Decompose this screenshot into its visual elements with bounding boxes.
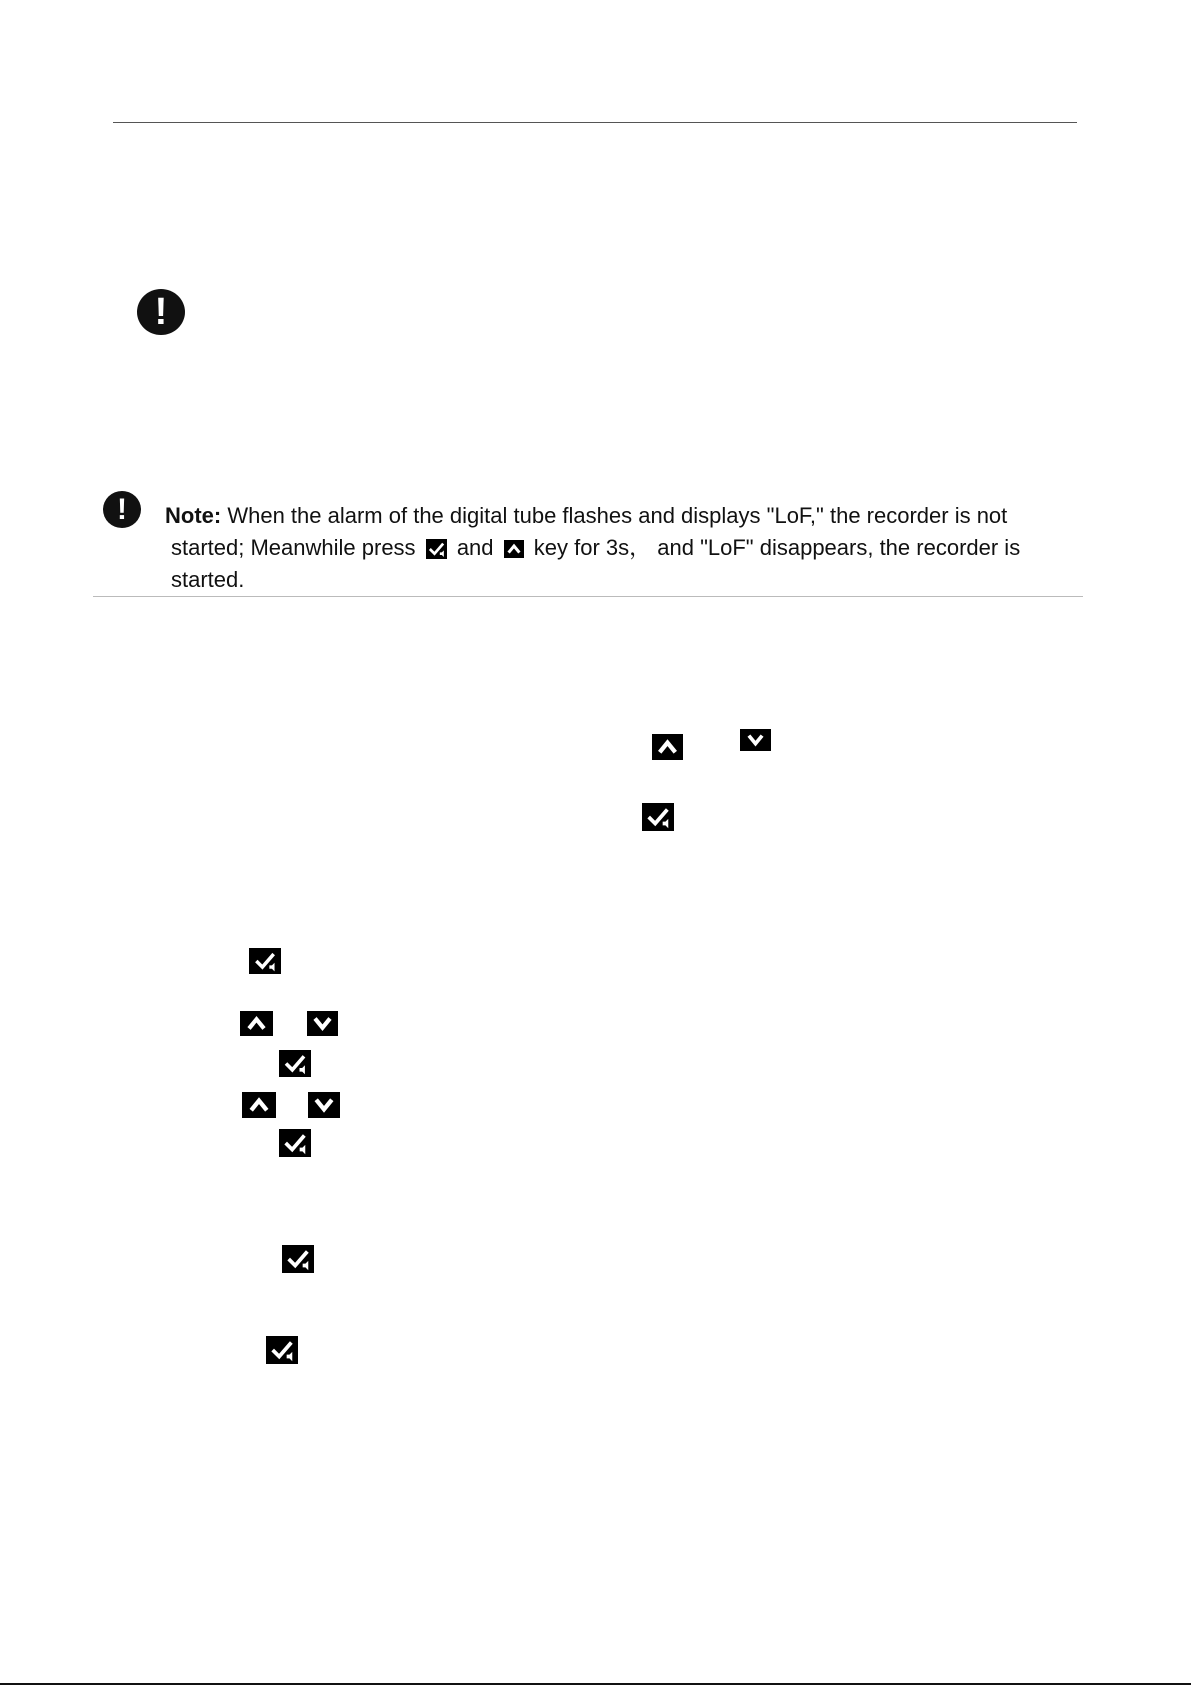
section-divider bbox=[93, 596, 1083, 597]
check-mute-key-icon bbox=[642, 803, 674, 831]
check-mute-key-icon bbox=[426, 539, 447, 559]
up-arrow-key-icon bbox=[652, 734, 683, 760]
note-line-2 bbox=[171, 532, 1081, 564]
note-line-3 bbox=[171, 564, 571, 596]
up-arrow-key-icon bbox=[240, 1011, 273, 1036]
down-arrow-key-icon bbox=[307, 1011, 338, 1036]
exclamation-circle-icon: ! bbox=[103, 491, 141, 528]
check-mute-key-icon bbox=[282, 1245, 314, 1273]
note-label: Note: bbox=[165, 503, 222, 528]
down-arrow-key-icon bbox=[740, 729, 771, 751]
note-text-3: started. bbox=[171, 567, 245, 592]
note-text-2a: started; Meanwhile press bbox=[171, 535, 416, 560]
header-rule bbox=[113, 122, 1077, 123]
down-arrow-key-icon bbox=[308, 1092, 340, 1118]
note-text-2b: and bbox=[456, 535, 494, 560]
check-mute-key-icon bbox=[266, 1336, 298, 1364]
up-arrow-key-icon bbox=[242, 1092, 276, 1118]
check-mute-key-icon bbox=[279, 1050, 311, 1077]
note-line-1 bbox=[165, 500, 1080, 532]
exclamation-circle-icon: ! bbox=[137, 289, 185, 335]
up-arrow-key-icon bbox=[504, 540, 524, 558]
note-text-2c: key for 3s， and "LoF" disappears, the recorder is bbox=[533, 535, 1021, 560]
note-text-1: When the alarm of the digital tube flashes and displays "LoF," the recorder is not bbox=[227, 503, 1008, 528]
check-mute-key-icon bbox=[279, 1129, 311, 1157]
check-mute-key-icon bbox=[249, 948, 281, 974]
